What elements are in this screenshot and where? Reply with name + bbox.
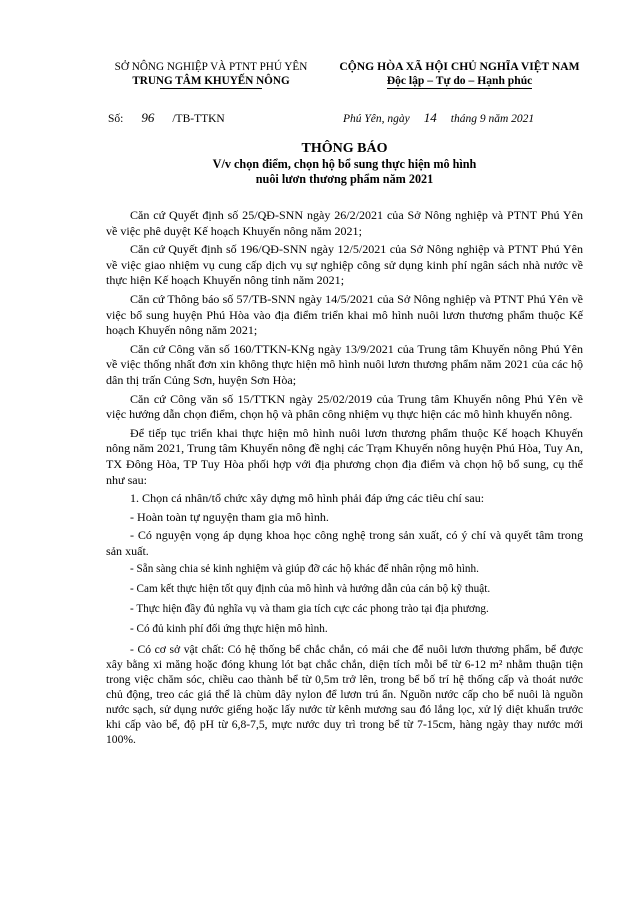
facility-criterion: - Có cơ sở vật chất: Có hệ thống bể chắc chắn, có mái che để nuôi lươn thương phẩm, bể được xây bằng xi măng hoặc đóng khung lót bạt chắc chắn, diện tích mỗi bể từ 6-12 m² nhằm thuận tiện trong việc chăm sóc, chiều cao thành bể từ 0,5m trở lên, trong bể bố trí hệ thống cấp và thoát nước chủ động, treo các giá thể là chùm dây nylon để lươn trú ẩn. Nguồn nước cấp cho bể nuôi là nguồn nước sạch, sử dụng nước giếng hoặc lấy nước từ kênh mương sau đó lắng lọc, xử lý diệt khuẩn trước khi cấp vào bể, độ pH từ 6,8-7,5, mực nước duy trì trong bể từ 7-15cm, hàng ngày thay nước mới 100%. bbox=[106, 643, 583, 747]
title-block bbox=[106, 140, 583, 187]
criterion-item: - Thực hiện đầy đủ nghĩa vụ và tham gia tích cực các phong trào tại địa phương. bbox=[130, 603, 489, 616]
national-header bbox=[332, 60, 587, 88]
criterion-item: - Có nguyện vọng áp dụng khoa học công nghệ trong sản xuất, có ý chí và quyết tâm trong sản xuất. bbox=[106, 528, 583, 558]
basis-paragraph: Căn cứ Thông báo số 57/TB-SNN ngày 14/5/2021 của Sở Nông nghiệp và PTNT Phú Yên về việc bổ sung huyện Phú Hòa vào địa điểm triển khai mô hình nuôi lươn thương phẩm thuộc Kế hoạch Khuyến nông năm 2021; bbox=[106, 291, 583, 338]
document-subtitle-line-1: V/v chọn điểm, chọn hộ bổ sung thực hiện mô hình bbox=[212, 157, 477, 171]
criterion-item: - Hoàn toàn tự nguyện tham gia mô hình. bbox=[130, 509, 329, 524]
document-number bbox=[108, 110, 225, 126]
agency-name: TRUNG TÂM KHUYẾN NÔNG bbox=[132, 75, 290, 87]
date-suffix: tháng 9 năm 2021 bbox=[450, 113, 535, 125]
intro-paragraph: Để tiếp tục triển khai thực hiện mô hình nuôi lươn thương phẩm thuộc Kế hoạch Khuyến nông năm 2021, Trung tâm Khuyến nông đề nghị các Trạm Khuyến nông huyện Phú Hòa, Tuy An, TX Đông Hòa, TP Tuy Hòa phối hợp với địa phương chọn địa điểm và chọn hộ bổ sung, cụ thể như sau: bbox=[106, 425, 583, 487]
motto-underline bbox=[387, 88, 533, 89]
number-value: 96 bbox=[141, 110, 155, 125]
issuer-header bbox=[106, 60, 316, 88]
date-prefix: Phú Yên, ngày bbox=[343, 113, 410, 125]
criterion-item: - Sẵn sàng chia sẻ kinh nghiệm và giúp đỡ các hộ khác để nhân rộng mô hình. bbox=[130, 563, 479, 576]
country-name: CỘNG HÒA XÃ HỘI CHỦ NGHĨA VIỆT NAM bbox=[339, 60, 580, 73]
document-subtitle-line-2: nuôi lươn thương phẩm năm 2021 bbox=[255, 172, 434, 186]
criterion-item: - Cam kết thực hiện tốt quy định của mô hình và hướng dẫn của cán bộ kỹ thuật. bbox=[130, 583, 491, 596]
basis-paragraph: Căn cứ Công văn số 15/TTKN ngày 25/02/2019 của Trung tâm Khuyến nông Phú Yên về việc hướng dẫn chọn điểm, chọn hộ và phân công nhiệm vụ thực hiện các mô hình khuyến nông. bbox=[106, 391, 583, 422]
basis-paragraph: Căn cứ Quyết định số 196/QĐ-SNN ngày 12/5/2021 của Sở Nông nghiệp và PTNT Phú Yên về việc giao nhiệm vụ cung cấp dịch vụ sự nghiệp công sử dụng kinh phí ngân sách nhà nước về thực hiện Kế hoạch Khuyến nông tỉnh năm 2021; bbox=[106, 242, 583, 288]
basis-paragraph: Căn cứ Công văn số 160/TTKN-KNg ngày 13/9/2021 của Trung tâm Khuyến nông Phú Yên về việc thống nhất đơn xin không thực hiện mô hình nuôi lươn thương phẩm năm 2021 của các hộ dân thị trấn Củng Sơn, huyện Sơn Hòa; bbox=[106, 341, 583, 387]
document-date bbox=[343, 110, 534, 126]
basis-paragraph: Căn cứ Quyết định số 25/QĐ-SNN ngày 26/2/2021 của Sở Nông nghiệp và PTNT Phú Yên về việc phê duyệt Kế hoạch Khuyến nông năm 2021; bbox=[106, 208, 583, 238]
section-heading: 1. Chọn cá nhân/tổ chức xây dựng mô hình phải đáp ứng các tiêu chí sau: bbox=[130, 491, 485, 506]
number-prefix: Số: bbox=[108, 113, 124, 125]
date-day: 14 bbox=[423, 110, 437, 125]
criterion-item: - Có đủ kinh phí đối ứng thực hiện mô hình. bbox=[130, 623, 328, 636]
national-motto: Độc lập – Tự do – Hạnh phúc bbox=[386, 74, 533, 87]
number-suffix: /TB-TTKN bbox=[172, 113, 225, 125]
document-title: THÔNG BÁO bbox=[301, 141, 388, 156]
document-body bbox=[106, 208, 583, 750]
agency-underline bbox=[160, 88, 261, 89]
ministry-name: SỞ NÔNG NGHIỆP VÀ PTNT PHÚ YÊN bbox=[114, 61, 308, 73]
